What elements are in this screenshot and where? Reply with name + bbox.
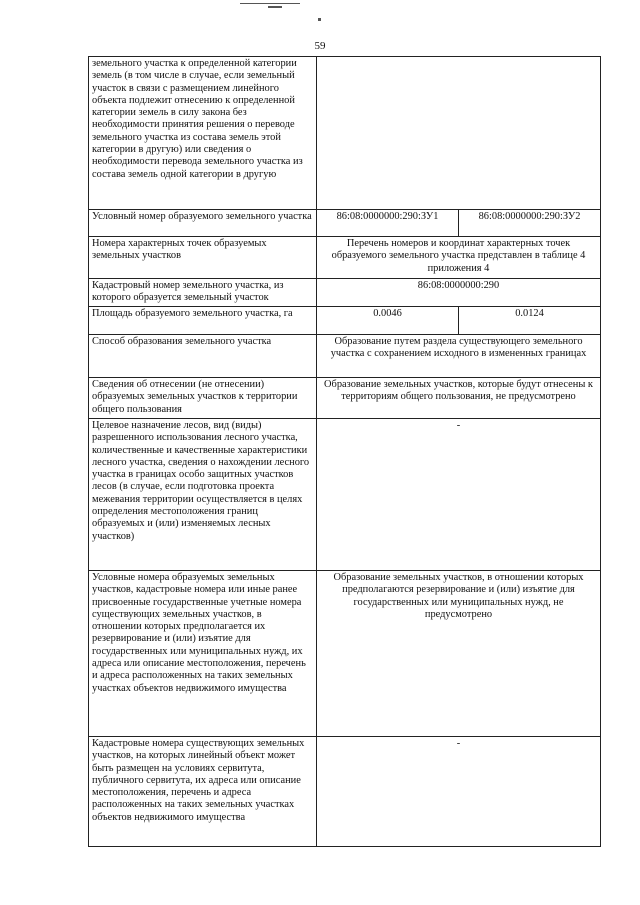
table-row [89, 57, 601, 210]
land-plot-table [88, 56, 601, 847]
table-row [89, 210, 601, 237]
row-label: Сведения об отнесении (не отнесении) образуемых земельных участков к территории общего пользования [89, 378, 317, 419]
plot-number-zu1: 86:08:0000000:290:ЗУ1 [317, 210, 459, 237]
table-row [89, 737, 601, 847]
area-zu1: 0.0046 [317, 307, 459, 335]
row-label: Площадь образуемого земельного участка, га [89, 307, 317, 335]
row-label: Номера характерных точек образуемых земельных участков [89, 237, 317, 279]
row-label: Кадастровый номер земельного участка, из которого образуется земельный участок [89, 279, 317, 307]
row-label: Условный номер образуемого земельного участка [89, 210, 317, 237]
table-row [89, 571, 601, 737]
row-value: - [317, 737, 601, 847]
table-row [89, 307, 601, 335]
table-row [89, 237, 601, 279]
row-label: земельного участка к определенной категории земель (в том числе в случае, если земельный участок в связи с размещением линейного объекта подлежит отнесению к определенной категории земель в силу закона без необходимости принятия решения о переводе земельного участка из состава земель этой категории в другую) или сведения о необходимости перевода земельного участка из состава земель одной категории в другую [89, 57, 317, 210]
row-value: 86:08:0000000:290 [317, 279, 601, 307]
row-value: Образование земельных участков, которые будут отнесены к территориям общего пользования, не предусмотрено [317, 378, 601, 419]
table-row [89, 419, 601, 571]
scan-artifact [318, 18, 321, 21]
row-label: Способ образования земельного участка [89, 335, 317, 378]
plot-number-zu2: 86:08:0000000:290:ЗУ2 [459, 210, 601, 237]
row-label: Условные номера образуемых земельных участков, кадастровые номера или иные ранее присвоенные государственные учетные номера существующих земельных участков, в отношении которых предполагается их резервирование и (или) изъятие для государственных или муниципальных нужд, их адреса или описание местоположения, перечень и адреса расположенных на таких земельных участках объектов недвижимого имущества [89, 571, 317, 737]
scan-artifact [268, 6, 282, 8]
row-label: Целевое назначение лесов, вид (виды) разрешенного использования лесного участка, количественные и качественные характеристики лесного участка, сведения о нахождении лесного участка в границах особо защитных участков лесов (в случае, если подготовка проекта межевания территории осуществляется в целях определения местоположения границ образуемых и (или) изменяемых лесных участков) [89, 419, 317, 571]
row-value [317, 57, 601, 210]
area-zu2: 0.0124 [459, 307, 601, 335]
row-value: Образование земельных участков, в отношении которых предполагаются резервирование и (или) изъятие для государственных или муниципальных нужд, не предусмотрено [317, 571, 601, 737]
row-value: Перечень номеров и координат характерных точек образуемого земельного участка представлен в таблице 4 приложения 4 [317, 237, 601, 279]
row-value: - [317, 419, 601, 571]
page-number: 59 [314, 40, 326, 52]
table-row [89, 378, 601, 419]
row-value: Образование путем раздела существующего земельного участка с сохранением исходного в измененных границах [317, 335, 601, 378]
table-row [89, 335, 601, 378]
scan-artifact [240, 3, 300, 4]
table-row [89, 279, 601, 307]
row-label: Кадастровые номера существующих земельных участков, на которых линейный объект может быть размещен на условиях сервитута, публичного сервитута, их адреса или описание местоположения, перечень и адреса расположенных на таких земельных участках объектов недвижимого имущества [89, 737, 317, 847]
